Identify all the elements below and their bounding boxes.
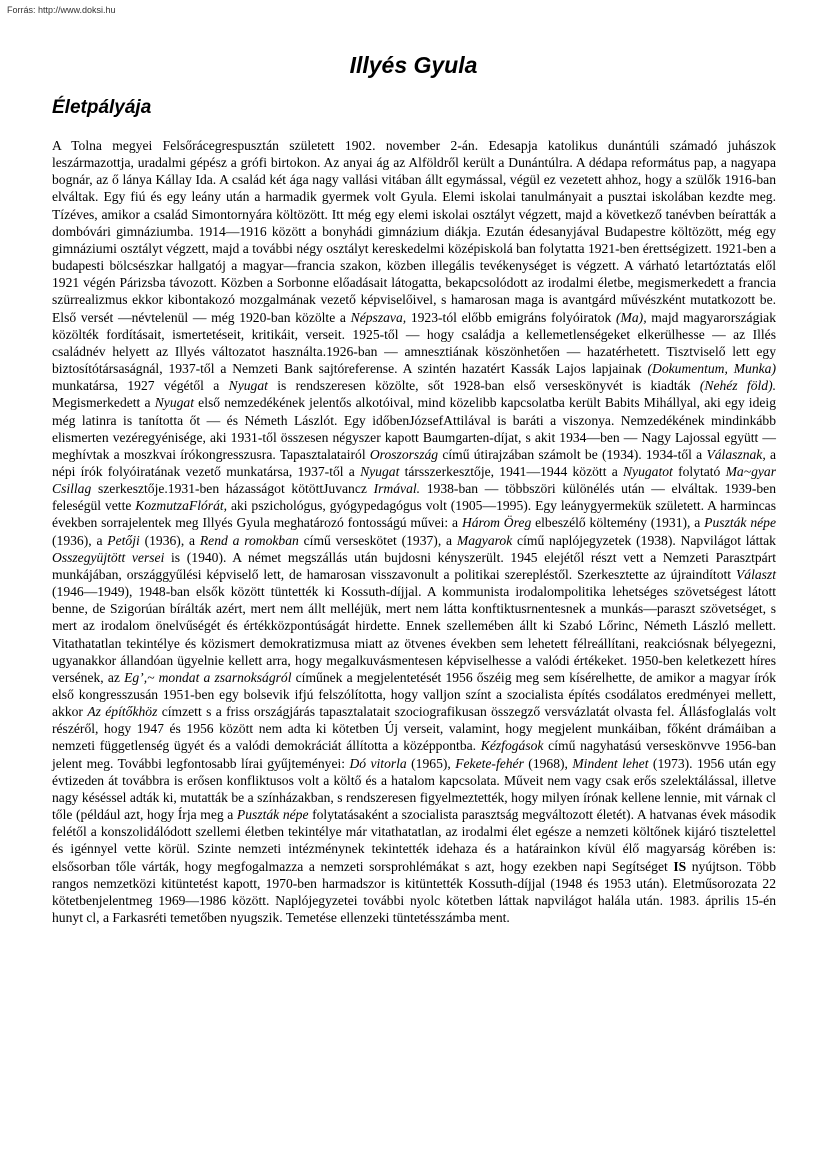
italic-title-run: KozmutzaFlórát, — [135, 498, 228, 514]
italic-title-run: Rend a romokban — [199, 532, 299, 548]
text-run: címzett s a friss országjárás tapasztalatait szociografikusan összegző versvázlatát olvasta fel. Állásfoglalás volt részéről, hogy 1947 és 1956 között nem adta ki kötetben Új verseit, valamint, hogy megjelent munkáiban, főként drámáiban a nemzeti függetlenség ügyét és a valódi demokráciát állította a középpontba. — [52, 704, 776, 754]
italic-title-run: Nyugat — [228, 378, 268, 394]
text-run: (1946—1949), 1948-ban elsők között tüntették ki Kossuth-díjjal. A kommunista irodalompolitika lehetséges szövetségest látott benne, de Szigorúan bírálták azért, mert nem állt melléjük, mert nem látta konftiktusrnentesnek a munkás—paraszt szövetséget, s mert az irodalom önelvűségét és értékközpontúságát hirdette. Ennek szellemében állt ki Szabó Lőrinc, Németh László mellett. Vitathatatlan tekintélye és közismert demokratizmusa miatt az ötvenes években sem lehetett félreállítani, reakciósnak bélyegezni, ugyanakkor állandóan ügyelnie kellett arra, hogy megalkuvásmentesen képviselhesse a valódi értékeket. 1950-ben keletkezett híres versének, az — [52, 584, 776, 685]
italic-title-run: Ma~gyar Csillag — [52, 463, 776, 497]
text-run: első nemzedékének jelentős alkotóival, mind közelibb kapcsolatba került Babits Mihállyal, aki egy ideig még latinra is tanította őt — és Németh Lászlót. Egy időbenJózsefAttilával is baráti a viszonya. Nemzedékének mindinkább elismerten vezéregyénisége, aki 1931-től összesen négyszer kapott Baumgarten-díjat, s akit 1934—ben — Nagy Lajossal együtt — meghívtak a moszkvai írókongresszusra. Tapasztalatairól — [52, 395, 776, 462]
italic-title-run: Oroszország — [369, 446, 439, 462]
text-run: Megismerkedett a — [52, 395, 155, 411]
text-run: folytatásaként a szocialista parasztság megváltozott életét). A hatvanas évek második felétől a konszolidálódott szellemi életben tekintélye már vitathatatlan, az irodalmi élet egésze a nemzeti költőnek kijáró tisztelettel és igénnyel vette körül. Szinte nemzeti intézménynek tekintették idehaza és a határainkon kívül élő magyarság körében is: elsősorban tőle várták, hogy megfogalmazza a nemzeti sorsprohlémákat s azt, hogy ezekben napi Segítséget — [52, 807, 776, 874]
text-run: (1936), a — [139, 532, 200, 548]
italic-title-run: Három Öreg — [461, 515, 532, 531]
italic-title-run: Az építőkhöz — [87, 704, 158, 720]
italic-title-run: Dó vitorla — [349, 755, 407, 771]
italic-title-run: Magyarok — [456, 532, 513, 548]
italic-title-run: Fekete-fehér — [455, 755, 524, 771]
text-run: 1923-tól előbb emigráns folyóiratok — [406, 309, 617, 325]
text-run: (1936), a — [52, 532, 108, 548]
italic-title-run: Eg’,~ mondat a zsarnokságról — [124, 669, 292, 685]
italic-title-run: Mindent lehet — [572, 755, 649, 771]
text-run: elbeszélő költemény (1931), a — [531, 515, 705, 531]
source-note: Forrás: http://www.doksi.hu — [7, 5, 116, 15]
italic-title-run: Kézfogások — [480, 738, 544, 754]
text-run: nyújtson. Több rangos nemzetközi kitüntetést kapott, 1970-ben harmadszor is kitüntették Kossuth-díjjal (1948 és 1953 után). Eletműsorozata 22 kötetbenjelentmeg 1969—1986 között. Naplójegyzetei további nyolc kötetben láttak napvilágot halála után. 1983. április 15-én hunyt cl, a Farkasréti temetőben nyugszik. Temetése ellenzeki tüntetésszámba ment. — [52, 858, 776, 926]
biography-paragraph — [52, 137, 776, 926]
bold-run: IS — [673, 858, 687, 874]
italic-title-run: Nyugat — [154, 395, 194, 411]
text-run: is rendszeresen közölte, sőt 1928-ban első verseskönyvét is kiadták — [267, 378, 700, 394]
text-run: címűnek a megjelentetését 1956 őszéig meg sem kísérelhette, de amikor a magyar írók első kongresszusán 1951-ben egy bolsevik ifjú felszólította, hogy valljon színt a szocialista építés csodálatos eredményei mellett, akkor — [52, 669, 777, 720]
text-run: című verseskötet (1937), a — [298, 532, 457, 548]
italic-title-run: Puszták népe — [704, 515, 776, 531]
italic-title-run: Választ — [735, 566, 776, 582]
text-run: folytató — [672, 463, 726, 479]
text-run: című útirajzában számolt be (1934). 1934-től a — [438, 446, 707, 462]
text-run: szerkesztője.1931-ben házasságot kötöttJuvancz — [91, 481, 374, 497]
text-run: (1968), — [523, 755, 573, 771]
italic-title-run: Irmával. — [373, 481, 421, 497]
text-run: is (1940). A német megszállás után bujdosni kényszerült. 1945 elejétől részt vett a Nemzeti Parasztpárt munkájában, országgyűlési képviselő lett, de hamarosan visszavonult a politikai szerepléstől. Szerkesztette az újraindított — [52, 549, 776, 582]
italic-title-run: Nyugatot — [622, 463, 673, 479]
text-run: a népi írók folyóiratának vezető munkatársa, 1937-től a — [52, 446, 776, 479]
text-run: majd magyarországiak közölték fordításait, ismertetéseit, kritikáit, verseit. 1925-től — hogy családja a kellemetlenségeket elkerülhesse — az Illés családnév helyett az Illyés változatot használta.1926-ban — amnesztiának köszönhetően — hazatérhetett. Tisztviselő lett egy biztosítótársaságnál, 1937-től a Nemzeti Bank sajtóreferense. A szintén hazatért Kassák Lajos lapjainak — [52, 309, 776, 377]
italic-title-run: Petőji — [107, 532, 140, 548]
text-run: A Tolna megyei Felsőrácegrespusztán született 1902. november 2-án. Edesapja katolikus dunántúli számadó juhászok leszármazottja, uradalmi gépész a grófi birtokon. Az anyai ág az Alföldről került a Dunántúlra. A dédapa református pap, a nagyapa bognár, az ő lánya Kállay Ida. A család két ága nagy vallási vitában állt egymással, végül ez vezetett ahhoz, hogy a szülők 1916-ban elváltak. Egy fiú és egy leány után a harmadik gyermek volt Gyula. Elemi iskolai tanulmányait a pusztai iskolában kezdte meg. Tízéves, amikor a család Simontornyára költözött. Itt még egy elemi iskolai osztályt végzett, majd a következő tanévben beíratták a dombóvári gimnáziumba. 1914—1916 között a bonyhádi gimnázium diákja. Ezután édesanyjával Budapestre költözött, még egy gimnáziumi osztályt végzett, majd a további négy osztályt kereskedelmi középiskolá ban folytatta 1921-ben érettségizett. 1921-ben a budapesti bölcsészkar hallgatój a magyar—francia szakon, közben illegális tevékenységet is végzett. A várható letartóztatás elől 1921 végén Párizsba távozott. Közben a Sorbonne előadásait látogatta, bekapcsolódott az irodalmi életbe, megismerkedett a francia szürrealizmus ekkor kibontakozó mozgalmának vezető képviselőivel, s hamarosan maga is avantgárd művészként mutatkozott be. Első versét —névtelenül — még 1920-ban közölte a — [52, 138, 776, 325]
text-run: (1965), — [406, 755, 456, 771]
italic-title-run: Népszava, — [350, 309, 407, 325]
italic-title-run: Osszegyüjtött versei — [52, 549, 165, 565]
italic-title-run: (Dokumentum, Munka) — [647, 361, 776, 377]
italic-title-run: (Ma), — [616, 309, 647, 325]
text-run: aki pszichológus, gyógypedagógus volt (1905—1995). Egy leánygyermekük született. A harmincas években sorrajelentek meg Illyés Gyula meghatározó fontosságú művei: a — [52, 498, 776, 531]
italic-title-run: Puszták népe — [236, 807, 309, 823]
page-title: Illyés Gyula — [349, 52, 478, 78]
section-title: Életpályája — [52, 97, 152, 118]
italic-title-run: Nyugat — [360, 463, 400, 479]
italic-title-run: (Nehéz föld). — [699, 378, 776, 394]
italic-title-run: Válasznak, — [706, 446, 766, 462]
text-run: című naplójegyzetek (1938). Napvilágot láttak — [512, 532, 776, 548]
text-run: munkatársa, 1927 végétől a — [52, 378, 229, 394]
text-run: című nagyhatású verseskönvve 1956-ban jelent meg. További legfontosabb lírai gyűjteményei: — [52, 738, 776, 771]
text-run: 1938-ban — többszöri különélés után — elváltak. 1939-ben feleségül vette — [52, 481, 776, 514]
text-run: (1973). 1956 után egy évtizeden át továbbra is erősen konfliktusos volt a költő és a hatalom kapcsolata. Műveit nem vagy csak erős szelektálással, illetve nagy késéssel adták ki, mutatták be a színházakban, s rendszeresen figyelmeztették, hogy milyen írónak kellene lennie, mit várnak cl tőle (például azt, hogy Írja meg a — [52, 755, 777, 823]
text-run: társszerkesztője, 1941—1944 között a — [399, 463, 623, 479]
